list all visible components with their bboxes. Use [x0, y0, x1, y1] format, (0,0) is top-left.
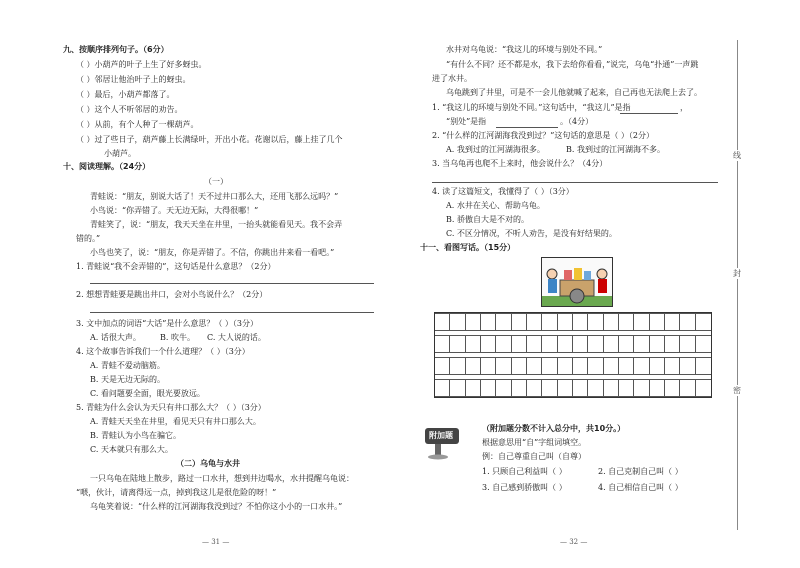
passage-line: “有什么不同？还不都是水，我下去给你看看，”说完，乌龟“扑通”一声跳 — [446, 60, 699, 69]
passage-line: 小鸟也笑了，说：“朋友，你是弄错了。不信，你跳出井来看一看吧。” — [90, 248, 335, 257]
answer-line[interactable] — [620, 113, 678, 114]
grid-cell[interactable] — [665, 379, 680, 397]
grid-cell[interactable] — [573, 335, 588, 353]
grid-cell[interactable] — [650, 379, 665, 397]
sentence-item: （ ）邻居让他治叶子上的蚜虫。 — [76, 75, 191, 84]
grid-cell[interactable] — [573, 357, 588, 375]
grid-cell[interactable] — [481, 335, 496, 353]
bonus-title: （附加题分数不计入总分中，共10分。） — [482, 424, 626, 433]
question-2: 2. 想想青蛙要是跳出井口，会对小鸟说什么？（2分） — [76, 290, 268, 299]
grid-cell[interactable] — [496, 313, 511, 331]
question-3: 3. 文中加点的词语“大话”是什么意思？（ ）（3分） — [76, 319, 258, 328]
grid-cell[interactable] — [435, 313, 450, 331]
section-11-title: 十一、看图写话。（15分） — [420, 243, 516, 252]
answer-line[interactable] — [90, 312, 374, 313]
grid-cell[interactable] — [634, 313, 649, 331]
grid-cell[interactable] — [634, 335, 649, 353]
points: 。（4分） — [560, 117, 594, 126]
option[interactable]: C. 看问题要全面，眼光要放远。 — [90, 389, 205, 398]
passage-line: 青蛙说：“朋友，别说大话了！天不过井口那么大，还用飞那么远吗？” — [90, 192, 339, 201]
sentence-item: （ ）这个人不听邻居的劝告。 — [76, 105, 183, 114]
grid-cell[interactable] — [665, 313, 680, 331]
grid-cell[interactable] — [496, 357, 511, 375]
punct: ， — [680, 103, 688, 112]
question-1: 1. 青蛙说“我不会弄错的”，这句话是什么意思？（2分） — [76, 262, 276, 271]
bonus-item[interactable]: 4. 自己相信自己叫（ ） — [598, 483, 683, 492]
grid-cell[interactable] — [450, 313, 465, 331]
question-2: 2. “什么样的江河湖海我没到过？”这句话的意思是（ ）（2分） — [432, 131, 654, 140]
passage-line: 小鸟说：“你弄错了。天无边无际，大得很哪！” — [90, 206, 259, 215]
bonus-badge — [421, 424, 461, 460]
margin-label: 封 — [733, 269, 741, 278]
grid-cell[interactable] — [665, 335, 680, 353]
grid-cell[interactable] — [604, 313, 619, 331]
grid-cell[interactable] — [435, 357, 450, 375]
option[interactable]: A. 话很大声。 — [90, 333, 141, 342]
option[interactable]: A. 青蛙不爱动脑筋。 — [90, 361, 165, 370]
page-number: — 32 — — [560, 538, 588, 546]
grid-cell[interactable] — [496, 335, 511, 353]
passage-line: “喂，伙计，请离得远一点，掉到我这儿是很危险的呀！” — [76, 488, 277, 497]
grid-cell[interactable] — [466, 335, 481, 353]
sentence-item: （ ）过了些日子，葫芦藤上长满绿叶，开出小花。花谢以后，藤上挂了几个 — [76, 135, 343, 144]
option[interactable]: A. 水井在关心、帮助乌龟。 — [446, 201, 545, 210]
grid-cell[interactable] — [650, 357, 665, 375]
grid-cell[interactable] — [696, 357, 711, 375]
margin-label: 密 — [733, 386, 741, 395]
grid-cell[interactable] — [466, 357, 481, 375]
passage-line: 乌龟笑着说：“什么样的江河湖海我没到过？不怕你这小小的一口水井。” — [90, 502, 343, 511]
passage-line: 进了水井。 — [432, 74, 472, 83]
binding-margin-line — [737, 40, 738, 530]
grid-cell[interactable] — [542, 313, 557, 331]
grid-cell[interactable] — [588, 357, 603, 375]
option[interactable]: C. 天本就只有那么大。 — [90, 445, 173, 454]
bonus-item[interactable]: 3. 自己感到骄傲叫（ ） — [482, 483, 567, 492]
sentence-item-cont: 小葫芦。 — [104, 149, 136, 158]
option[interactable]: B. 青蛙认为小鸟在骗它。 — [90, 431, 181, 440]
grid-cell[interactable] — [481, 357, 496, 375]
margin-label: 线 — [733, 151, 741, 160]
question-4: 4. 读了这篇短文，我懂得了（ ）（3分） — [432, 187, 574, 196]
question-5: 5. 青蛙为什么会认为天只有井口那么大？（ ）（3分） — [76, 403, 266, 412]
answer-line[interactable] — [90, 283, 374, 284]
grid-cell[interactable] — [696, 335, 711, 353]
option[interactable]: B. 吹牛。 — [160, 333, 195, 342]
option[interactable]: A. 我到过的江河湖海很多。 — [446, 145, 545, 154]
writing-picture — [541, 257, 613, 307]
option[interactable]: B. 天是无边无际的。 — [90, 375, 165, 384]
grid-cell[interactable] — [466, 379, 481, 397]
grid-cell[interactable] — [481, 313, 496, 331]
grid-cell[interactable] — [650, 335, 665, 353]
grid-cell[interactable] — [665, 357, 680, 375]
grid-cell[interactable] — [619, 379, 634, 397]
section-9-title: 九、按顺序排列句子。（6分） — [63, 45, 169, 54]
grid-cell[interactable] — [696, 313, 711, 331]
grid-cell[interactable] — [604, 335, 619, 353]
sentence-item: （ ）最后，小葫芦都落了。 — [76, 90, 175, 99]
option[interactable]: C. 不区分情况，不听人劝告，是没有好结果的。 — [446, 229, 617, 238]
grid-cell[interactable] — [527, 357, 542, 375]
answer-line[interactable] — [432, 182, 718, 183]
passage-line: 青蛙笑了，说：“朋友，我天天坐在井里，一抬头就能看见天。我不会弄 — [90, 220, 343, 229]
question-4: 4. 这个故事告诉我们一个什么道理？（ ）（3分） — [76, 347, 250, 356]
grid-cell[interactable] — [573, 313, 588, 331]
grid-cell[interactable] — [634, 357, 649, 375]
grid-cell[interactable] — [650, 313, 665, 331]
grid-cell[interactable] — [527, 313, 542, 331]
passage-line: 水井对乌龟说：“我这儿的环境与别处不同。” — [446, 45, 603, 54]
sentence-item: （ ）从前，有个人种了一棵葫芦。 — [76, 120, 199, 129]
question-3: 3. 当乌龟再也爬不上来时，他会说什么？（4分） — [432, 159, 608, 168]
grid-cell[interactable] — [481, 379, 496, 397]
grid-cell[interactable] — [588, 313, 603, 331]
question-1-cont: “别处”是指 — [446, 117, 487, 126]
grid-cell[interactable] — [512, 313, 527, 331]
grid-cell[interactable] — [604, 379, 619, 397]
grid-cell[interactable] — [512, 379, 527, 397]
grid-cell[interactable] — [527, 379, 542, 397]
grid-cell[interactable] — [435, 379, 450, 397]
grid-cell[interactable] — [466, 313, 481, 331]
bonus-item[interactable]: 1. 只顾自己利益叫（ ） — [482, 467, 567, 476]
grid-cell[interactable] — [558, 379, 573, 397]
grid-cell[interactable] — [542, 335, 557, 353]
bonus-example: 例：自己尊重自己叫（自尊） — [482, 452, 586, 461]
section-10-title: 十、阅读理解。（24分） — [63, 162, 151, 171]
grid-cell[interactable] — [619, 313, 634, 331]
grid-cell[interactable] — [680, 357, 695, 375]
grid-cell[interactable] — [588, 335, 603, 353]
grid-cell[interactable] — [512, 357, 527, 375]
page-number: — 31 — — [202, 538, 230, 546]
grid-cell[interactable] — [619, 357, 634, 375]
grid-cell[interactable] — [558, 357, 573, 375]
grid-cell[interactable] — [558, 313, 573, 331]
question-1: 1. “我这儿的环境与别处不同。”这句话中，“我这儿”是指 — [432, 103, 631, 112]
answer-line[interactable] — [496, 127, 558, 128]
grid-cell[interactable] — [558, 335, 573, 353]
option[interactable]: B. 我到过的江河湖海不多。 — [566, 145, 665, 154]
grid-cell[interactable] — [634, 379, 649, 397]
grid-cell[interactable] — [512, 335, 527, 353]
grid-cell[interactable] — [680, 313, 695, 331]
bonus-instruction: 根据意思用“自”字组词填空。 — [482, 438, 587, 447]
grid-cell[interactable] — [542, 379, 557, 397]
grid-cell[interactable] — [696, 379, 711, 397]
grid-cell[interactable] — [588, 379, 603, 397]
grid-cell[interactable] — [435, 335, 450, 353]
passage-line: 一只乌龟在陆地上散步，路过一口水井，想到井边喝水，水井提醒乌龟说： — [90, 474, 354, 483]
sentence-item: （ ）小葫芦的叶子上生了好多蚜虫。 — [76, 60, 207, 69]
grid-cell[interactable] — [542, 357, 557, 375]
grid-cell[interactable] — [619, 335, 634, 353]
grid-cell[interactable] — [450, 335, 465, 353]
passage-1-heading: （一） — [204, 177, 228, 186]
grid-cell[interactable] — [680, 379, 695, 397]
grid-cell[interactable] — [450, 357, 465, 375]
option[interactable]: A. 青蛙天天坐在井里，看见天只有井口那么大。 — [90, 417, 261, 426]
grid-cell[interactable] — [604, 357, 619, 375]
writing-grid[interactable] — [434, 312, 712, 398]
grid-cell[interactable] — [680, 335, 695, 353]
option[interactable]: B. 骄傲自大是不对的。 — [446, 215, 529, 224]
grid-cell[interactable] — [573, 379, 588, 397]
bonus-badge-label: 附加题 — [429, 431, 453, 440]
grid-cell[interactable] — [527, 335, 542, 353]
grid-cell[interactable] — [450, 379, 465, 397]
grid-cell[interactable] — [496, 379, 511, 397]
passage-line: 乌龟跳到了井里，可是不一会儿他就喊了起来，自己再也无法爬上去了。 — [446, 88, 702, 97]
passage-2-heading: （二）乌龟与水井 — [176, 459, 240, 468]
bonus-item[interactable]: 2. 自己克制自己叫（ ） — [598, 467, 683, 476]
passage-line: 错的。” — [76, 234, 101, 243]
option[interactable]: C. 大人说的话。 — [207, 333, 266, 342]
